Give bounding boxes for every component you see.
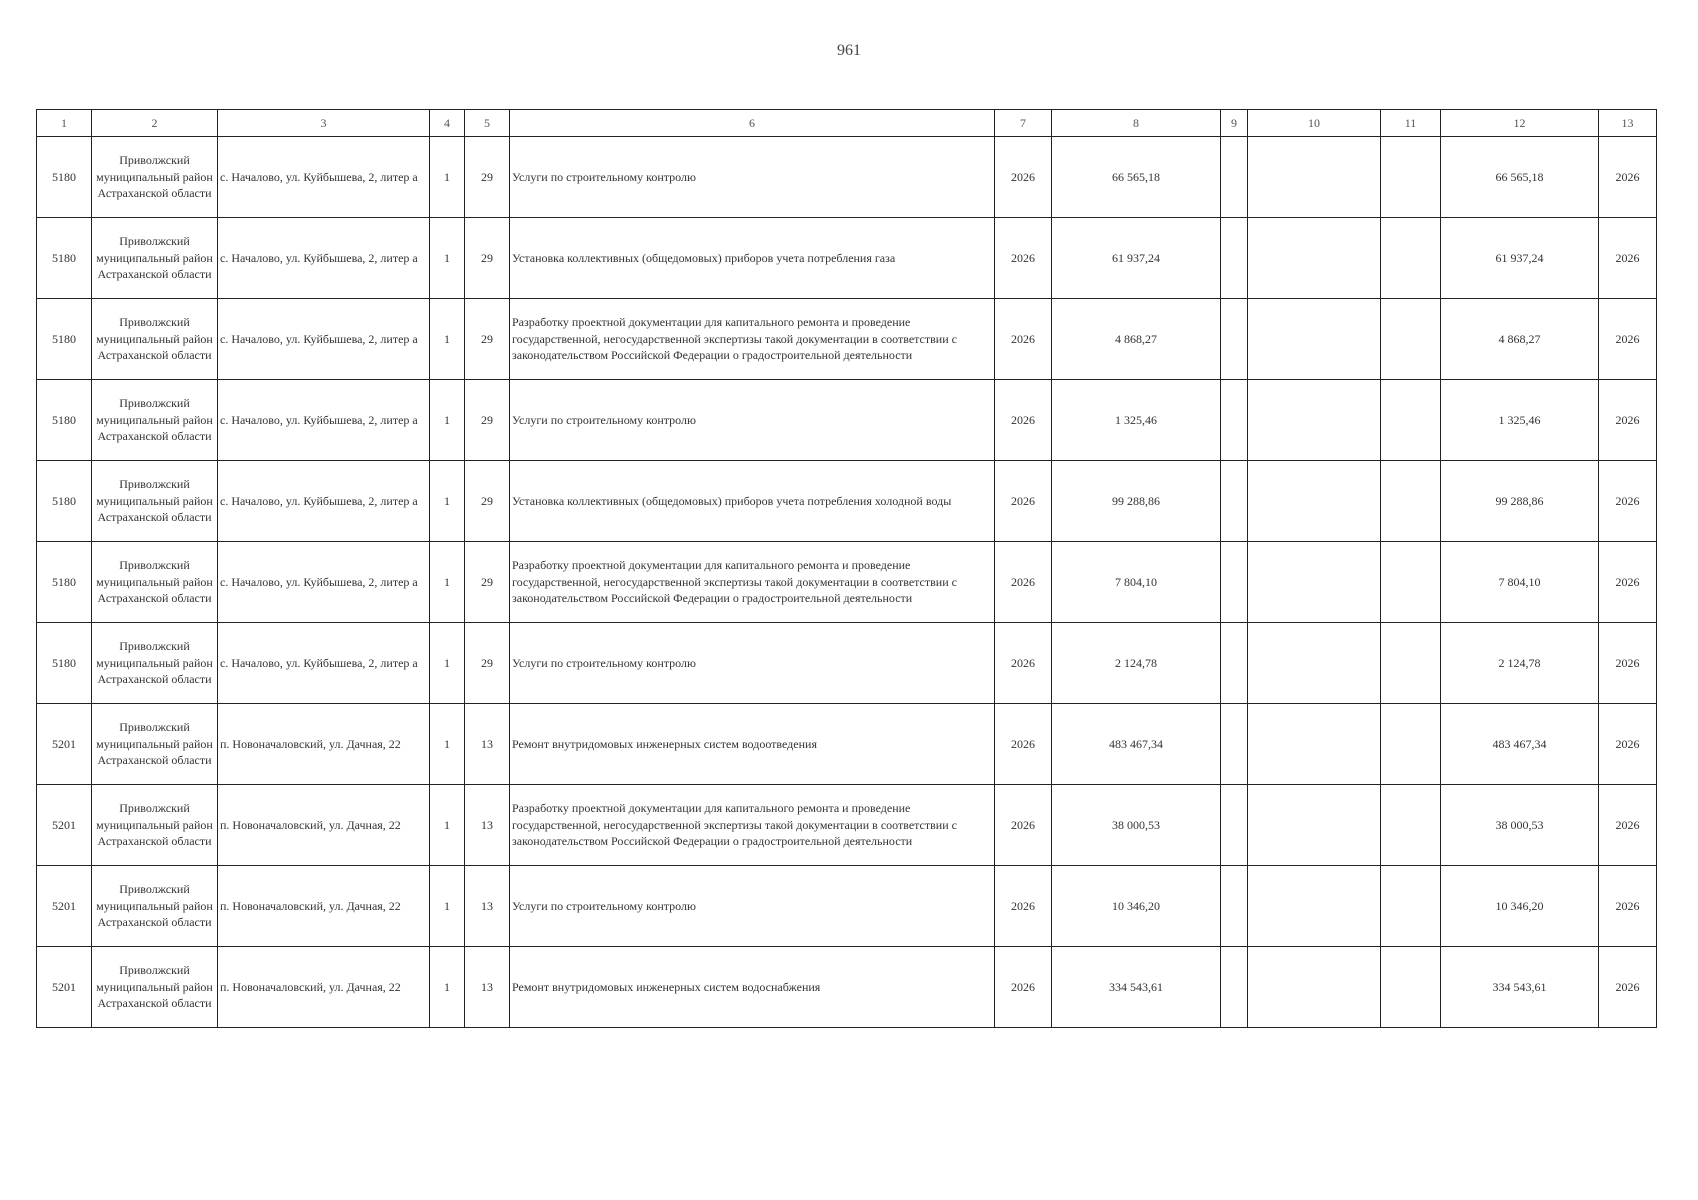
- col4-cell: 1: [430, 704, 465, 785]
- col9-cell: [1221, 866, 1248, 947]
- col9-cell: [1221, 947, 1248, 1028]
- total-cell: 66 565,18: [1441, 137, 1599, 218]
- year-cell: 2026: [995, 704, 1052, 785]
- total-cell: 1 325,46: [1441, 380, 1599, 461]
- municipality-cell: Приволжский муниципальный район Астраханской области: [92, 785, 218, 866]
- object-id-cell: 5180: [37, 623, 92, 704]
- object-id-cell: 5201: [37, 704, 92, 785]
- year-cell: 2026: [995, 461, 1052, 542]
- completion-year-cell: 2026: [1599, 461, 1657, 542]
- col11-cell: [1381, 785, 1441, 866]
- cost-cell: 61 937,24: [1052, 218, 1221, 299]
- total-cell: 7 804,10: [1441, 542, 1599, 623]
- col10-cell: [1248, 380, 1381, 461]
- column-header: 2: [92, 110, 218, 137]
- col5-cell: 13: [465, 704, 510, 785]
- col10-cell: [1248, 137, 1381, 218]
- address-cell: с. Началово, ул. Куйбышева, 2, литер а: [218, 542, 430, 623]
- table-row: [37, 785, 1657, 866]
- work-type-cell: Услуги по строительному контролю: [510, 866, 995, 947]
- col10-cell: [1248, 461, 1381, 542]
- municipality-cell: Приволжский муниципальный район Астраханской области: [92, 218, 218, 299]
- col11-cell: [1381, 380, 1441, 461]
- col4-cell: 1: [430, 542, 465, 623]
- cost-cell: 38 000,53: [1052, 785, 1221, 866]
- year-cell: 2026: [995, 299, 1052, 380]
- table-row: [37, 704, 1657, 785]
- municipality-cell: Приволжский муниципальный район Астраханской области: [92, 623, 218, 704]
- col5-cell: 29: [465, 461, 510, 542]
- completion-year-cell: 2026: [1599, 785, 1657, 866]
- col5-cell: 29: [465, 299, 510, 380]
- col10-cell: [1248, 299, 1381, 380]
- col9-cell: [1221, 623, 1248, 704]
- address-cell: с. Началово, ул. Куйбышева, 2, литер а: [218, 461, 430, 542]
- municipality-cell: Приволжский муниципальный район Астраханской области: [92, 137, 218, 218]
- work-type-cell: Разработку проектной документации для капитального ремонта и проведение государственной, негосударственной экспертизы такой документации в соответствии с законодательством Российской Федерации о градостроительной деятельности: [510, 785, 995, 866]
- col11-cell: [1381, 947, 1441, 1028]
- col11-cell: [1381, 623, 1441, 704]
- total-cell: 38 000,53: [1441, 785, 1599, 866]
- column-header: 8: [1052, 110, 1221, 137]
- address-cell: с. Началово, ул. Куйбышева, 2, литер а: [218, 299, 430, 380]
- column-header: 13: [1599, 110, 1657, 137]
- col4-cell: 1: [430, 461, 465, 542]
- municipality-cell: Приволжский муниципальный район Астраханской области: [92, 947, 218, 1028]
- municipality-cell: Приволжский муниципальный район Астраханской области: [92, 866, 218, 947]
- table-row: [37, 461, 1657, 542]
- table-row: [37, 542, 1657, 623]
- address-cell: с. Началово, ул. Куйбышева, 2, литер а: [218, 380, 430, 461]
- municipality-cell: Приволжский муниципальный район Астраханской области: [92, 542, 218, 623]
- object-id-cell: 5180: [37, 461, 92, 542]
- object-id-cell: 5201: [37, 785, 92, 866]
- column-header: 1: [37, 110, 92, 137]
- repair-register-table: [36, 109, 1657, 1028]
- completion-year-cell: 2026: [1599, 299, 1657, 380]
- year-cell: 2026: [995, 866, 1052, 947]
- total-cell: 483 467,34: [1441, 704, 1599, 785]
- total-cell: 61 937,24: [1441, 218, 1599, 299]
- table-row: [37, 380, 1657, 461]
- col10-cell: [1248, 704, 1381, 785]
- col9-cell: [1221, 218, 1248, 299]
- col10-cell: [1248, 785, 1381, 866]
- col9-cell: [1221, 542, 1248, 623]
- total-cell: 4 868,27: [1441, 299, 1599, 380]
- work-type-cell: Ремонт внутридомовых инженерных систем водоснабжения: [510, 947, 995, 1028]
- column-header: 5: [465, 110, 510, 137]
- col11-cell: [1381, 299, 1441, 380]
- page-number: 961: [837, 42, 861, 59]
- col4-cell: 1: [430, 866, 465, 947]
- work-type-cell: Ремонт внутридомовых инженерных систем водоотведения: [510, 704, 995, 785]
- object-id-cell: 5201: [37, 947, 92, 1028]
- completion-year-cell: 2026: [1599, 623, 1657, 704]
- column-header: 7: [995, 110, 1052, 137]
- work-type-cell: Услуги по строительному контролю: [510, 380, 995, 461]
- year-cell: 2026: [995, 380, 1052, 461]
- cost-cell: 1 325,46: [1052, 380, 1221, 461]
- completion-year-cell: 2026: [1599, 218, 1657, 299]
- year-cell: 2026: [995, 137, 1052, 218]
- work-type-cell: Разработку проектной документации для капитального ремонта и проведение государственной, негосударственной экспертизы такой документации в соответствии с законодательством Российской Федерации о градостроительной деятельности: [510, 542, 995, 623]
- total-cell: 334 543,61: [1441, 947, 1599, 1028]
- address-cell: п. Новоначаловский, ул. Дачная, 22: [218, 704, 430, 785]
- cost-cell: 99 288,86: [1052, 461, 1221, 542]
- col11-cell: [1381, 137, 1441, 218]
- year-cell: 2026: [995, 947, 1052, 1028]
- cost-cell: 4 868,27: [1052, 299, 1221, 380]
- object-id-cell: 5201: [37, 866, 92, 947]
- col11-cell: [1381, 704, 1441, 785]
- table-row: [37, 137, 1657, 218]
- table-row: [37, 947, 1657, 1028]
- table-row: [37, 299, 1657, 380]
- col5-cell: 13: [465, 947, 510, 1028]
- col10-cell: [1248, 218, 1381, 299]
- column-header: 11: [1381, 110, 1441, 137]
- object-id-cell: 5180: [37, 380, 92, 461]
- col5-cell: 29: [465, 137, 510, 218]
- col11-cell: [1381, 461, 1441, 542]
- table-row: [37, 218, 1657, 299]
- table-header: [37, 110, 1657, 137]
- address-cell: п. Новоначаловский, ул. Дачная, 22: [218, 785, 430, 866]
- total-cell: 99 288,86: [1441, 461, 1599, 542]
- col11-cell: [1381, 542, 1441, 623]
- column-header: 9: [1221, 110, 1248, 137]
- completion-year-cell: 2026: [1599, 380, 1657, 461]
- col5-cell: 13: [465, 785, 510, 866]
- col10-cell: [1248, 866, 1381, 947]
- work-type-cell: Установка коллективных (общедомовых) приборов учета потребления холодной воды: [510, 461, 995, 542]
- table-row: [37, 866, 1657, 947]
- cost-cell: 7 804,10: [1052, 542, 1221, 623]
- address-cell: с. Началово, ул. Куйбышева, 2, литер а: [218, 137, 430, 218]
- completion-year-cell: 2026: [1599, 137, 1657, 218]
- municipality-cell: Приволжский муниципальный район Астраханской области: [92, 704, 218, 785]
- completion-year-cell: 2026: [1599, 542, 1657, 623]
- col9-cell: [1221, 380, 1248, 461]
- col4-cell: 1: [430, 623, 465, 704]
- total-cell: 2 124,78: [1441, 623, 1599, 704]
- table-row: [37, 623, 1657, 704]
- col9-cell: [1221, 299, 1248, 380]
- col5-cell: 29: [465, 218, 510, 299]
- year-cell: 2026: [995, 623, 1052, 704]
- col10-cell: [1248, 542, 1381, 623]
- column-header: 4: [430, 110, 465, 137]
- col4-cell: 1: [430, 218, 465, 299]
- address-cell: с. Началово, ул. Куйбышева, 2, литер а: [218, 623, 430, 704]
- completion-year-cell: 2026: [1599, 866, 1657, 947]
- object-id-cell: 5180: [37, 137, 92, 218]
- column-header: 12: [1441, 110, 1599, 137]
- object-id-cell: 5180: [37, 542, 92, 623]
- object-id-cell: 5180: [37, 299, 92, 380]
- work-type-cell: Услуги по строительному контролю: [510, 137, 995, 218]
- table-body: [37, 137, 1657, 1028]
- completion-year-cell: 2026: [1599, 704, 1657, 785]
- col10-cell: [1248, 623, 1381, 704]
- cost-cell: 334 543,61: [1052, 947, 1221, 1028]
- total-cell: 10 346,20: [1441, 866, 1599, 947]
- work-type-cell: Установка коллективных (общедомовых) приборов учета потребления газа: [510, 218, 995, 299]
- year-cell: 2026: [995, 785, 1052, 866]
- col5-cell: 29: [465, 623, 510, 704]
- municipality-cell: Приволжский муниципальный район Астраханской области: [92, 299, 218, 380]
- col9-cell: [1221, 461, 1248, 542]
- col4-cell: 1: [430, 785, 465, 866]
- column-header: 6: [510, 110, 995, 137]
- col11-cell: [1381, 866, 1441, 947]
- work-type-cell: Услуги по строительному контролю: [510, 623, 995, 704]
- cost-cell: 10 346,20: [1052, 866, 1221, 947]
- municipality-cell: Приволжский муниципальный район Астраханской области: [92, 461, 218, 542]
- header-row: [37, 110, 1657, 137]
- col9-cell: [1221, 137, 1248, 218]
- column-header: 10: [1248, 110, 1381, 137]
- col9-cell: [1221, 785, 1248, 866]
- col10-cell: [1248, 947, 1381, 1028]
- col5-cell: 13: [465, 866, 510, 947]
- col5-cell: 29: [465, 380, 510, 461]
- column-header: 3: [218, 110, 430, 137]
- col4-cell: 1: [430, 380, 465, 461]
- address-cell: п. Новоначаловский, ул. Дачная, 22: [218, 947, 430, 1028]
- address-cell: с. Началово, ул. Куйбышева, 2, литер а: [218, 218, 430, 299]
- col4-cell: 1: [430, 137, 465, 218]
- cost-cell: 483 467,34: [1052, 704, 1221, 785]
- col5-cell: 29: [465, 542, 510, 623]
- col9-cell: [1221, 704, 1248, 785]
- col11-cell: [1381, 218, 1441, 299]
- cost-cell: 2 124,78: [1052, 623, 1221, 704]
- year-cell: 2026: [995, 542, 1052, 623]
- object-id-cell: 5180: [37, 218, 92, 299]
- address-cell: п. Новоначаловский, ул. Дачная, 22: [218, 866, 430, 947]
- work-type-cell: Разработку проектной документации для капитального ремонта и проведение государственной, негосударственной экспертизы такой документации в соответствии с законодательством Российской Федерации о градостроительной деятельности: [510, 299, 995, 380]
- municipality-cell: Приволжский муниципальный район Астраханской области: [92, 380, 218, 461]
- completion-year-cell: 2026: [1599, 947, 1657, 1028]
- cost-cell: 66 565,18: [1052, 137, 1221, 218]
- col4-cell: 1: [430, 947, 465, 1028]
- col4-cell: 1: [430, 299, 465, 380]
- year-cell: 2026: [995, 218, 1052, 299]
